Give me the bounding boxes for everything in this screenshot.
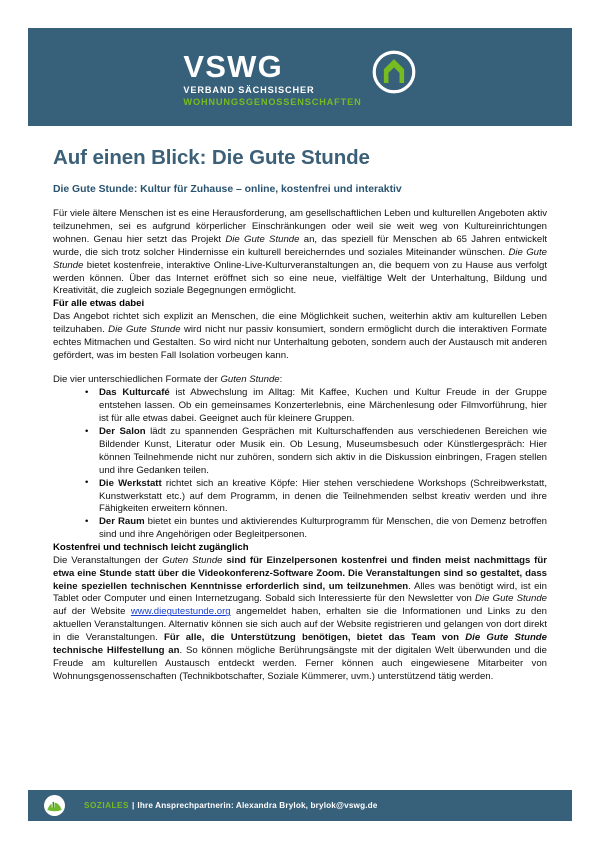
footer-text — [84, 801, 378, 810]
intro-paragraph — [53, 208, 547, 298]
logo-wordmark: VSWG — [183, 49, 283, 85]
document-subtitle: Die Gute Stunde: Kultur für Zuhause – online, kostenfrei und interaktiv — [53, 183, 402, 195]
logo-subtitle-line1: VERBAND SÄCHSISCHER — [183, 85, 315, 96]
intro-text-3: bietet kostenfreie, interaktive Online-Live-Kulturveranstaltungen an, die bequem von zu Hause aus verfolgt werden können. Über das Internet eröffnet sich so eine neue, vielfältige Welt der Unterhaltung, Bildung und Kreativität, die zugleich soziale Begegnungen ermöglicht. — [53, 259, 547, 297]
intro-italic-2: Die Gute Stunde — [53, 246, 547, 271]
kf-text-4: angemeldet haben, erhalten sie die Informationen und Links zu den aktuellen Veranstaltungen. Alternativ können sie sich auch auf der Website registrieren und gelangen von dort direkt in die Veranstaltungen. — [53, 606, 547, 644]
list-item — [85, 387, 547, 426]
document-content — [53, 146, 547, 684]
format-lead: Der Raum — [99, 516, 145, 528]
soziales-glyph-icon — [45, 796, 64, 815]
intro-italic-1: Die Gute Stunde — [225, 233, 300, 245]
house-in-circle-logo-icon — [371, 49, 417, 95]
website-link[interactable]: www.diegutestunde.org — [130, 606, 231, 618]
kf-bold-3: technische Hilfestellung an — [53, 645, 180, 656]
header-banner — [28, 28, 572, 126]
formats-intro-text-1: Die vier unterschiedlichen Formate der — [53, 373, 221, 385]
format-text: richtet sich an kreative Köpfe: Hier stehen verschiedene Workshops (Schreibwerkstatt, Kunstwerkstatt etc.) auf dem Programm, in denen die Teilnehmenden selbst kreativ werden und ihre Fähigkeiten erweitern können. — [99, 477, 547, 515]
page-title: Auf einen Blick: Die Gute Stunde — [53, 146, 370, 169]
section-heading-fuer-alle: Für alle etwas dabei — [53, 298, 145, 310]
kf-text-2: . Alles was benötigt wird, ist ein Tablet oder Computer und einen Internetzugang. Sobald sich Interessierte für den Newsletter von — [53, 580, 547, 605]
intro-text-2: an, das speziell für Menschen ab 65 Jahren entwickelt wurde, die sich trotz solcher Hindernisse ein kulturell bereicherndes und soziales Miteinander wünschen. — [53, 233, 547, 258]
logo-text-block — [183, 51, 361, 107]
alle-italic-1: Die Gute Stunde — [108, 323, 181, 335]
kf-text-1: Die Veranstaltungen der — [53, 554, 163, 566]
footer-contact: Ihre Ansprechpartnerin: Alexandra Brylok, brylok@vswg.de — [137, 801, 378, 810]
formats-intro — [53, 374, 547, 387]
alle-text-1: Das Angebot richtet sich explizit an Menschen, die eine Möglichkeit suchen, weiterhin aktiv am kulturellen Leben teilzuhaben. — [53, 310, 547, 335]
format-text: lädt zu spannenden Gesprächen mit Kulturschaffenden aus verschiedenen Bereichen wie Bildender Kunst, Literatur oder Musik ein. Ob Lesung, Museumsbesuch oder Künstlergespräch: Hier können Teilnehmende nicht nur zuhören, sondern sich aktiv in die Diskussion einbringen, Fragen stellen und ihre Gedanken teilen. — [99, 426, 547, 476]
list-item — [85, 516, 547, 542]
list-item — [85, 426, 547, 478]
alle-text-2: wird nicht nur passiv konsumiert, sondern ermöglicht durch die interaktiven Formate echtes Mitmachen und Gestalten. So wird nicht nur Unterhaltung geboten, sondern auch der Austausch mit anderen gefördert, was im besten Fall Isolation vorbeugen kann. — [53, 323, 548, 361]
formats-intro-italic: Guten Stunde — [220, 373, 280, 385]
kf-italic-2: Die Gute Stunde — [475, 593, 547, 605]
format-text: bietet ein buntes und aktivierendes Kulturprogramm für Menschen, die von Demenz betroffen sind und ihre Angehörigen oder Begleitpersonen. — [99, 516, 547, 541]
kf-bold-1: sind für Einzelpersonen kostenfrei und finden meist nachmittags für etwa eine Stunde statt über die Videokonferenz-Software Zoom. Die Veranstaltungen sind so gestaltet, dass keine speziellen technischen Kenntnisse erforderlich sind, um teilzunehmen — [53, 554, 547, 592]
kf-text-3: auf der Website — [53, 606, 131, 618]
intro-text-1: Für viele ältere Menschen ist es eine Herausforderung, am gesellschaftlichen Leben und kulturellen Angeboten aktiv teilzunehmen, sei es aufgrund körperlicher Einschränkungen oder weil sie weit weg von Kultureinrichtungen wohnen. Genau hier setzt das Projekt — [53, 208, 547, 245]
section-heading-kostenfrei: Kostenfrei und technisch leicht zugänglich — [53, 542, 249, 554]
section-paragraph-fuer-alle — [53, 311, 547, 363]
list-item — [85, 478, 547, 517]
formats-list — [53, 387, 547, 542]
kf-italic-1: Guten Stunde — [162, 554, 223, 566]
format-lead: Die Werkstatt — [99, 477, 162, 489]
format-lead: Das Kulturcafé — [99, 387, 170, 399]
footer-category: SOZIALES — [84, 801, 129, 810]
vswg-logo — [183, 51, 416, 107]
footer-banner — [28, 790, 572, 821]
kf-text-5: . So können mögliche Berührungsängste mit der digitalen Welt überwunden und die Freude am kulturellen Austausch entdeckt werden. Ferner können auch eingewiesene Mitarbeiter von Wohnungsgenossenschaften (Technikbotschafter, Soziale Kümmerer, uvm.) unterstützend tätig werden. — [53, 645, 548, 682]
footer-separator: | — [131, 801, 135, 810]
kf-bold-2: Für alle, die Unterstützung benötigen, bietet das Team von — [164, 632, 466, 644]
format-lead: Der Salon — [99, 426, 146, 438]
logo-subtitle-line2: WOHNUNGSGENOSSENSCHAFTEN — [183, 96, 362, 107]
kf-bold-italic: Die Gute Stunde — [465, 632, 547, 644]
soziales-icon — [44, 795, 65, 816]
format-text: ist Abwechslung im Alltag: Mit Kaffee, Kuchen und Kultur Freude in der Gruppe entstehen lassen. Ob ein gemeinsames Konzerterlebnis, eine Märchenlesung oder Filmvorführung, hier ist für alle etwas dabei. Geeignet auch für kleinere Gruppen. — [99, 387, 547, 425]
section-paragraph-kostenfrei — [53, 555, 547, 684]
formats-intro-text-2: : — [279, 373, 283, 385]
